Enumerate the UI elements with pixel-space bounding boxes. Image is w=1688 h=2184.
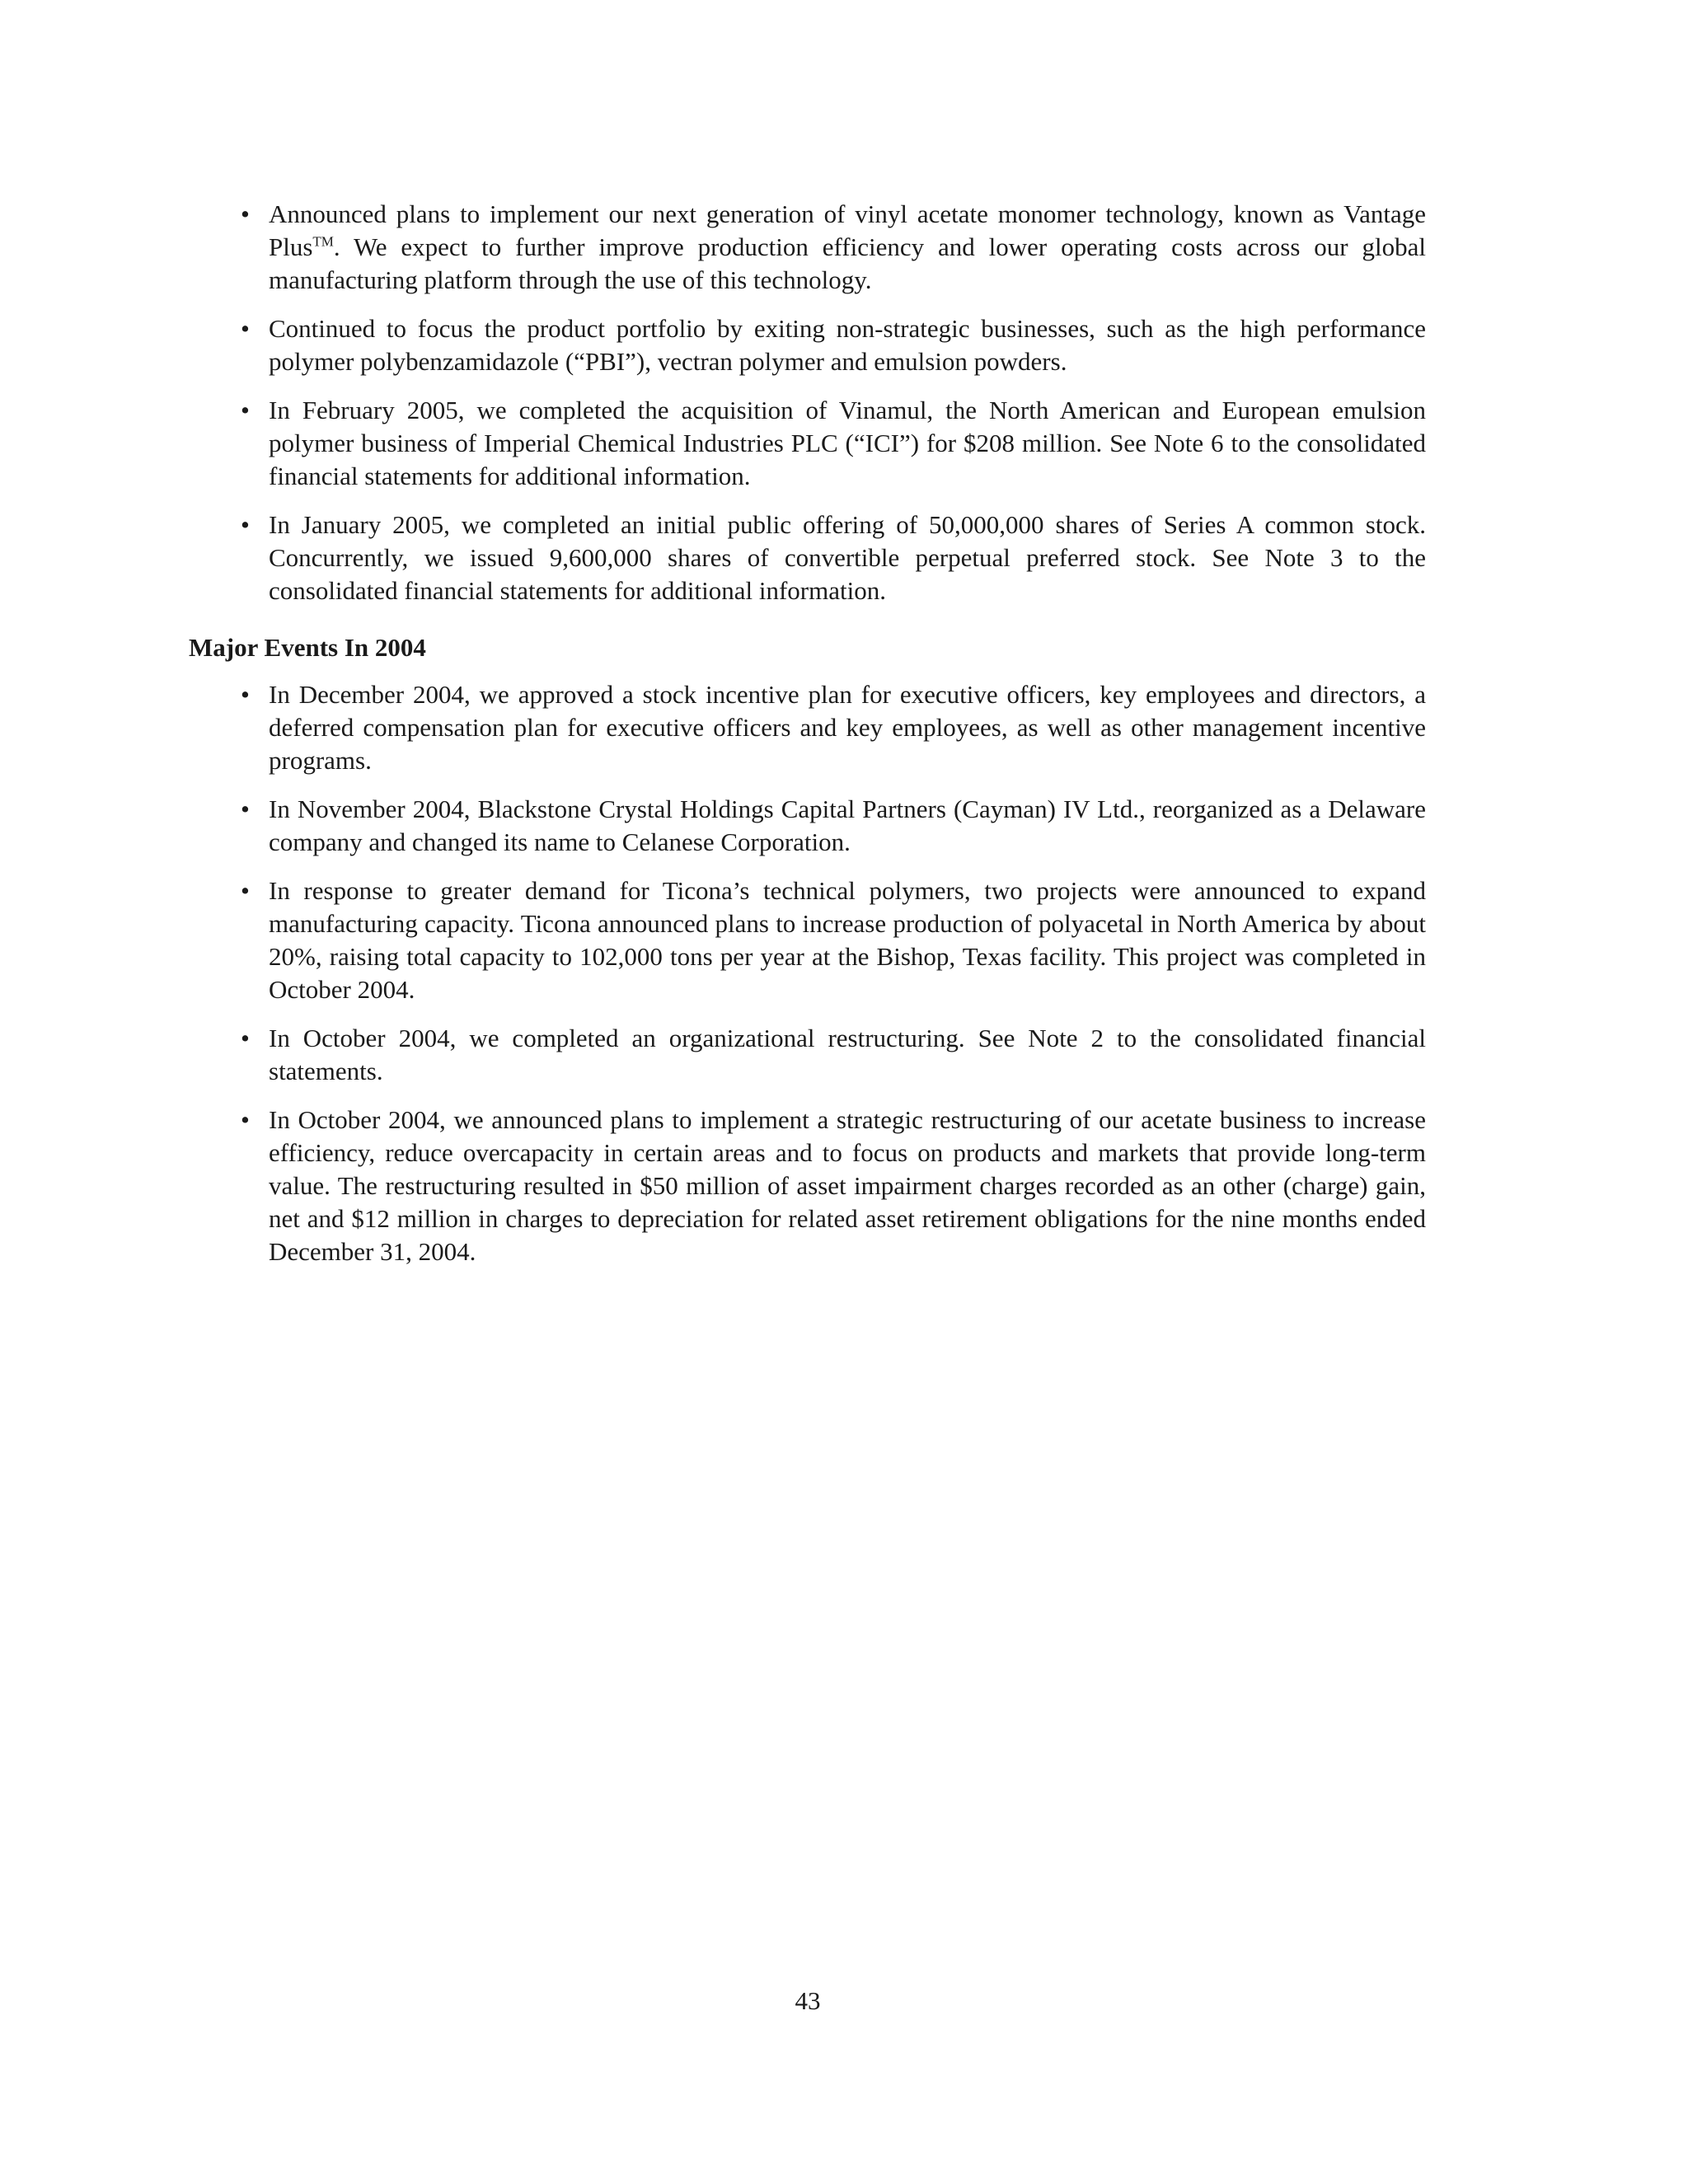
- bullet-icon: •: [241, 396, 250, 424]
- bullet-icon: •: [241, 510, 250, 539]
- list-item: [239, 1104, 1426, 1268]
- bullet-text: [269, 199, 1426, 294]
- events-2004-list: [239, 678, 1426, 1284]
- bullet-icon: •: [241, 1024, 250, 1052]
- page-number: 43: [795, 1986, 821, 2015]
- list-item: [239, 793, 1426, 859]
- bullet-text: In December 2004, we approved a stock incentive plan for executive officers, key employees and directors, a deferred compensation plan for executive officers and key employees, as well as other management incentive programs.: [269, 680, 1426, 775]
- bullet-icon: •: [241, 680, 250, 709]
- list-item: [239, 394, 1426, 493]
- list-item: [239, 509, 1426, 607]
- bullet-text: In October 2004, we completed an organizational restructuring. See Note 2 to the consolidated financial statements.: [269, 1024, 1426, 1085]
- list-item: [239, 678, 1426, 777]
- bullet-text-part: . We expect to further improve production efficiency and lower operating costs across our global manufacturing platform through the use of this technology.: [269, 232, 1426, 294]
- bullet-text: In February 2005, we completed the acquisition of Vinamul, the North American and European emulsion polymer business of Imperial Chemical Industries PLC (“ICI”) for $208 million. See Note 6 to the consolidated financial statements for additional information.: [269, 396, 1426, 490]
- list-item: [239, 198, 1426, 297]
- bullet-icon: •: [241, 876, 250, 905]
- bullet-icon: •: [241, 1105, 250, 1134]
- list-item: [239, 312, 1426, 378]
- bullet-text: In November 2004, Blackstone Crystal Holdings Capital Partners (Cayman) IV Ltd., reorganized as a Delaware company and changed its name to Celanese Corporation.: [269, 794, 1426, 856]
- bullet-icon: •: [241, 199, 250, 228]
- list-item: [239, 1022, 1426, 1088]
- bullet-icon: •: [241, 794, 250, 823]
- events-2005-list: [239, 198, 1426, 623]
- bullet-text: In response to greater demand for Ticona’s technical polymers, two projects were announced to expand manufacturing capacity. Ticona announced plans to increase production of polyacetal in North America by about 20%, raising total capacity to 102,000 tons per year at the Bishop, Texas facility. This project was completed in October 2004.: [269, 876, 1426, 1004]
- bullet-text: Continued to focus the product portfolio by exiting non-strategic businesses, such as the high performance polymer polybenzamidazole (“PBI”), vectran polymer and emulsion powders.: [269, 314, 1426, 376]
- list-item: [239, 874, 1426, 1006]
- trademark-mark: TM: [312, 233, 334, 250]
- bullet-text-part: Announced plans to implement our next generation of vinyl acetate monomer technology, known as Vantage Plus: [269, 199, 1426, 261]
- bullet-text: In January 2005, we completed an initial public offering of 50,000,000 shares of Series A common stock. Concurrently, we issued 9,600,000 shares of convertible perpetual preferred stock. See Note 3 to the consolidated financial statements for additional information.: [269, 510, 1426, 605]
- bullet-text: In October 2004, we announced plans to implement a strategic restructuring of our acetate business to increase efficiency, reduce overcapacity in certain areas and to focus on products and markets that provide long-term value. The restructuring resulted in $50 million of asset impairment charges recorded as an other (charge) gain, net and $12 million in charges to depreciation for related asset retirement obligations for the nine months ended December 31, 2004.: [269, 1105, 1426, 1266]
- section-heading: Major Events In 2004: [189, 633, 426, 662]
- bullet-icon: •: [241, 314, 250, 343]
